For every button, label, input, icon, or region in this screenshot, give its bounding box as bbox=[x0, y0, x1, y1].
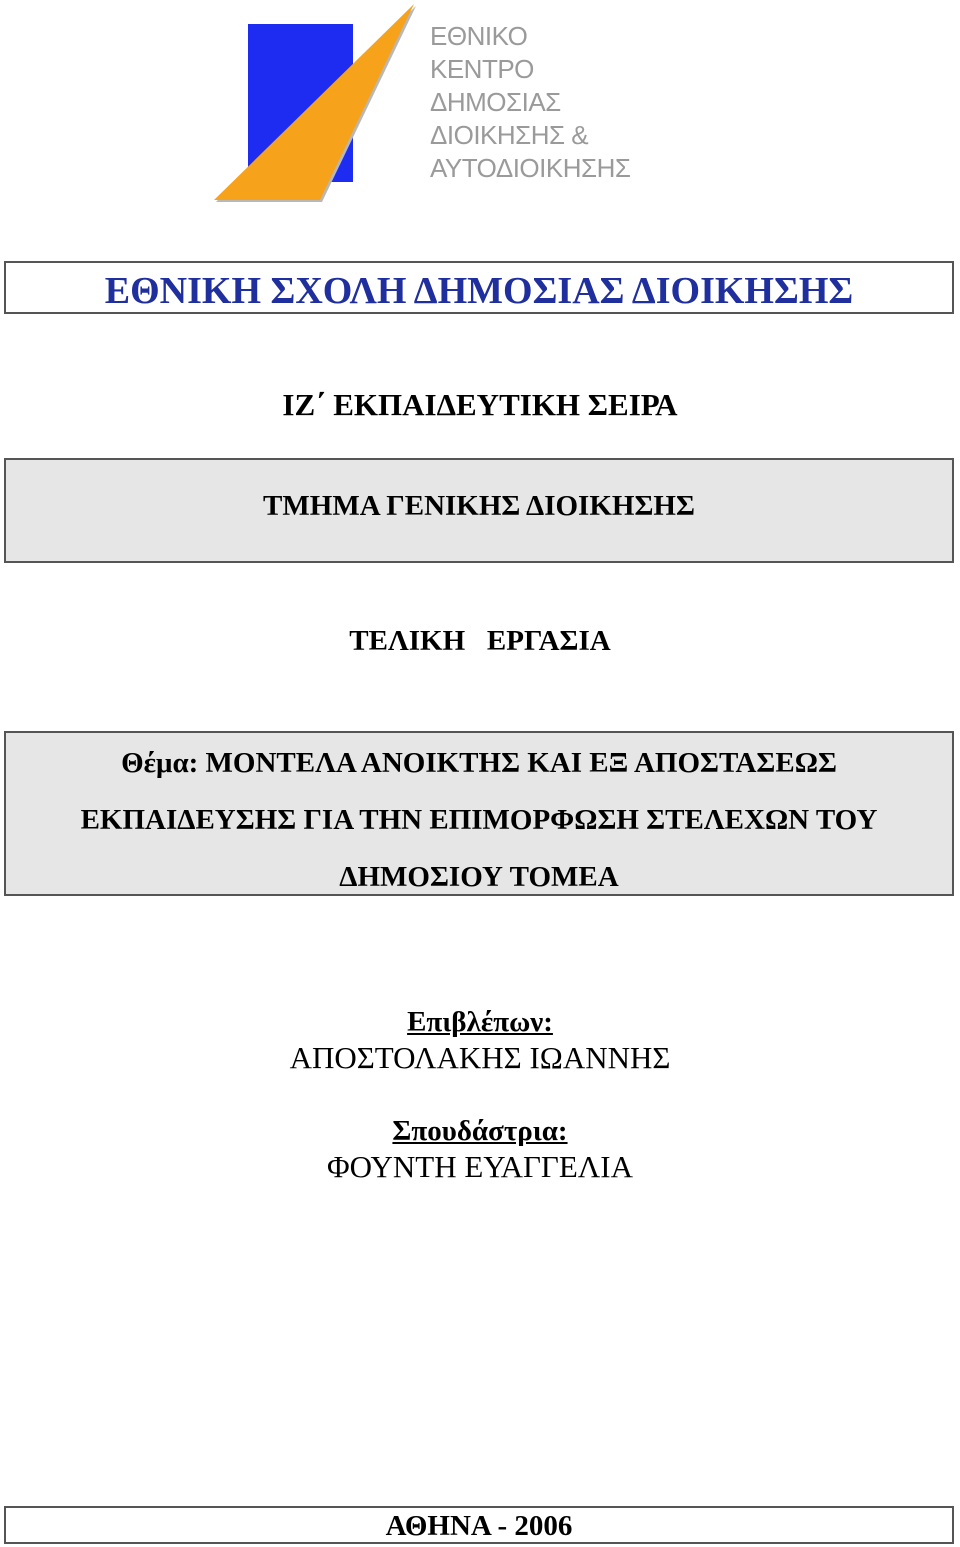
logo-emblem-icon bbox=[210, 2, 430, 207]
department-heading: ΤΜΗΜΑ ΓΕΝΙΚΗΣ ΔΙΟΙΚΗΣΗΣ bbox=[263, 490, 695, 522]
footer-box bbox=[4, 1506, 954, 1544]
supervisor-label: Επιβλέπων: bbox=[407, 1006, 553, 1038]
topic-box bbox=[4, 731, 954, 896]
topic-line: ΔΗΜΟΣΙΟΥ ΤΟΜΕΑ bbox=[339, 861, 619, 893]
topic-line: ΕΚΠΑΙΔΕΥΣΗΣ ΓΙΑ ΤΗΝ ΕΠΙΜΟΡΦΩΣΗ ΣΤΕΛΕΧΩΝ ΤΟΥ bbox=[80, 804, 878, 836]
supervisor-name: ΑΠΟΣΤΟΛΑΚΗΣ ΙΩΑΝΝΗΣ bbox=[289, 1040, 671, 1075]
student-label: Σπουδάστρια: bbox=[392, 1115, 568, 1147]
logo-text-line: ΔΗΜΟΣΙΑΣ bbox=[430, 87, 561, 117]
school-title: ΕΘΝΙΚΗ ΣΧΟΛΗ ΔΗΜΟΣΙΑΣ ΔΙΟΙΚΗΣΗΣ bbox=[104, 270, 854, 312]
logo bbox=[210, 2, 640, 207]
logo-text-line: ΔΙΟΙΚΗΣΗΣ & bbox=[430, 120, 589, 150]
logo-text-line: ΑΥΤΟΔΙΟΙΚΗΣΗΣ bbox=[430, 153, 631, 183]
student-name: ΦΟΥΝΤΗ ΕΥΑΓΓΕΛΙΑ bbox=[327, 1149, 633, 1184]
department-box bbox=[4, 458, 954, 563]
footer-place-year: ΑΘΗΝΑ - 2006 bbox=[385, 1510, 573, 1542]
logo-text-line: ΚΕΝΤΡΟ bbox=[430, 54, 534, 84]
school-title-box bbox=[4, 261, 954, 314]
topic-line: Θέμα: ΜΟΝΤΕΛΑ ΑΝΟΙΚΤΗΣ ΚΑΙ ΕΞ ΑΠΟΣΤΑΣΕΩΣ bbox=[121, 747, 837, 779]
logo-text-line: ΕΘΝΙΚΟ bbox=[430, 21, 528, 51]
topic-text bbox=[6, 735, 952, 906]
series-heading: ΙΖ΄ ΕΚΠΑΙΔΕΥΤΙΚΗ ΣΕΙΡΑ bbox=[282, 387, 678, 422]
final-work-heading: ΤΕΛΙΚΗ ΕΡΓΑΣΙΑ bbox=[349, 625, 611, 657]
logo-text bbox=[430, 20, 630, 185]
